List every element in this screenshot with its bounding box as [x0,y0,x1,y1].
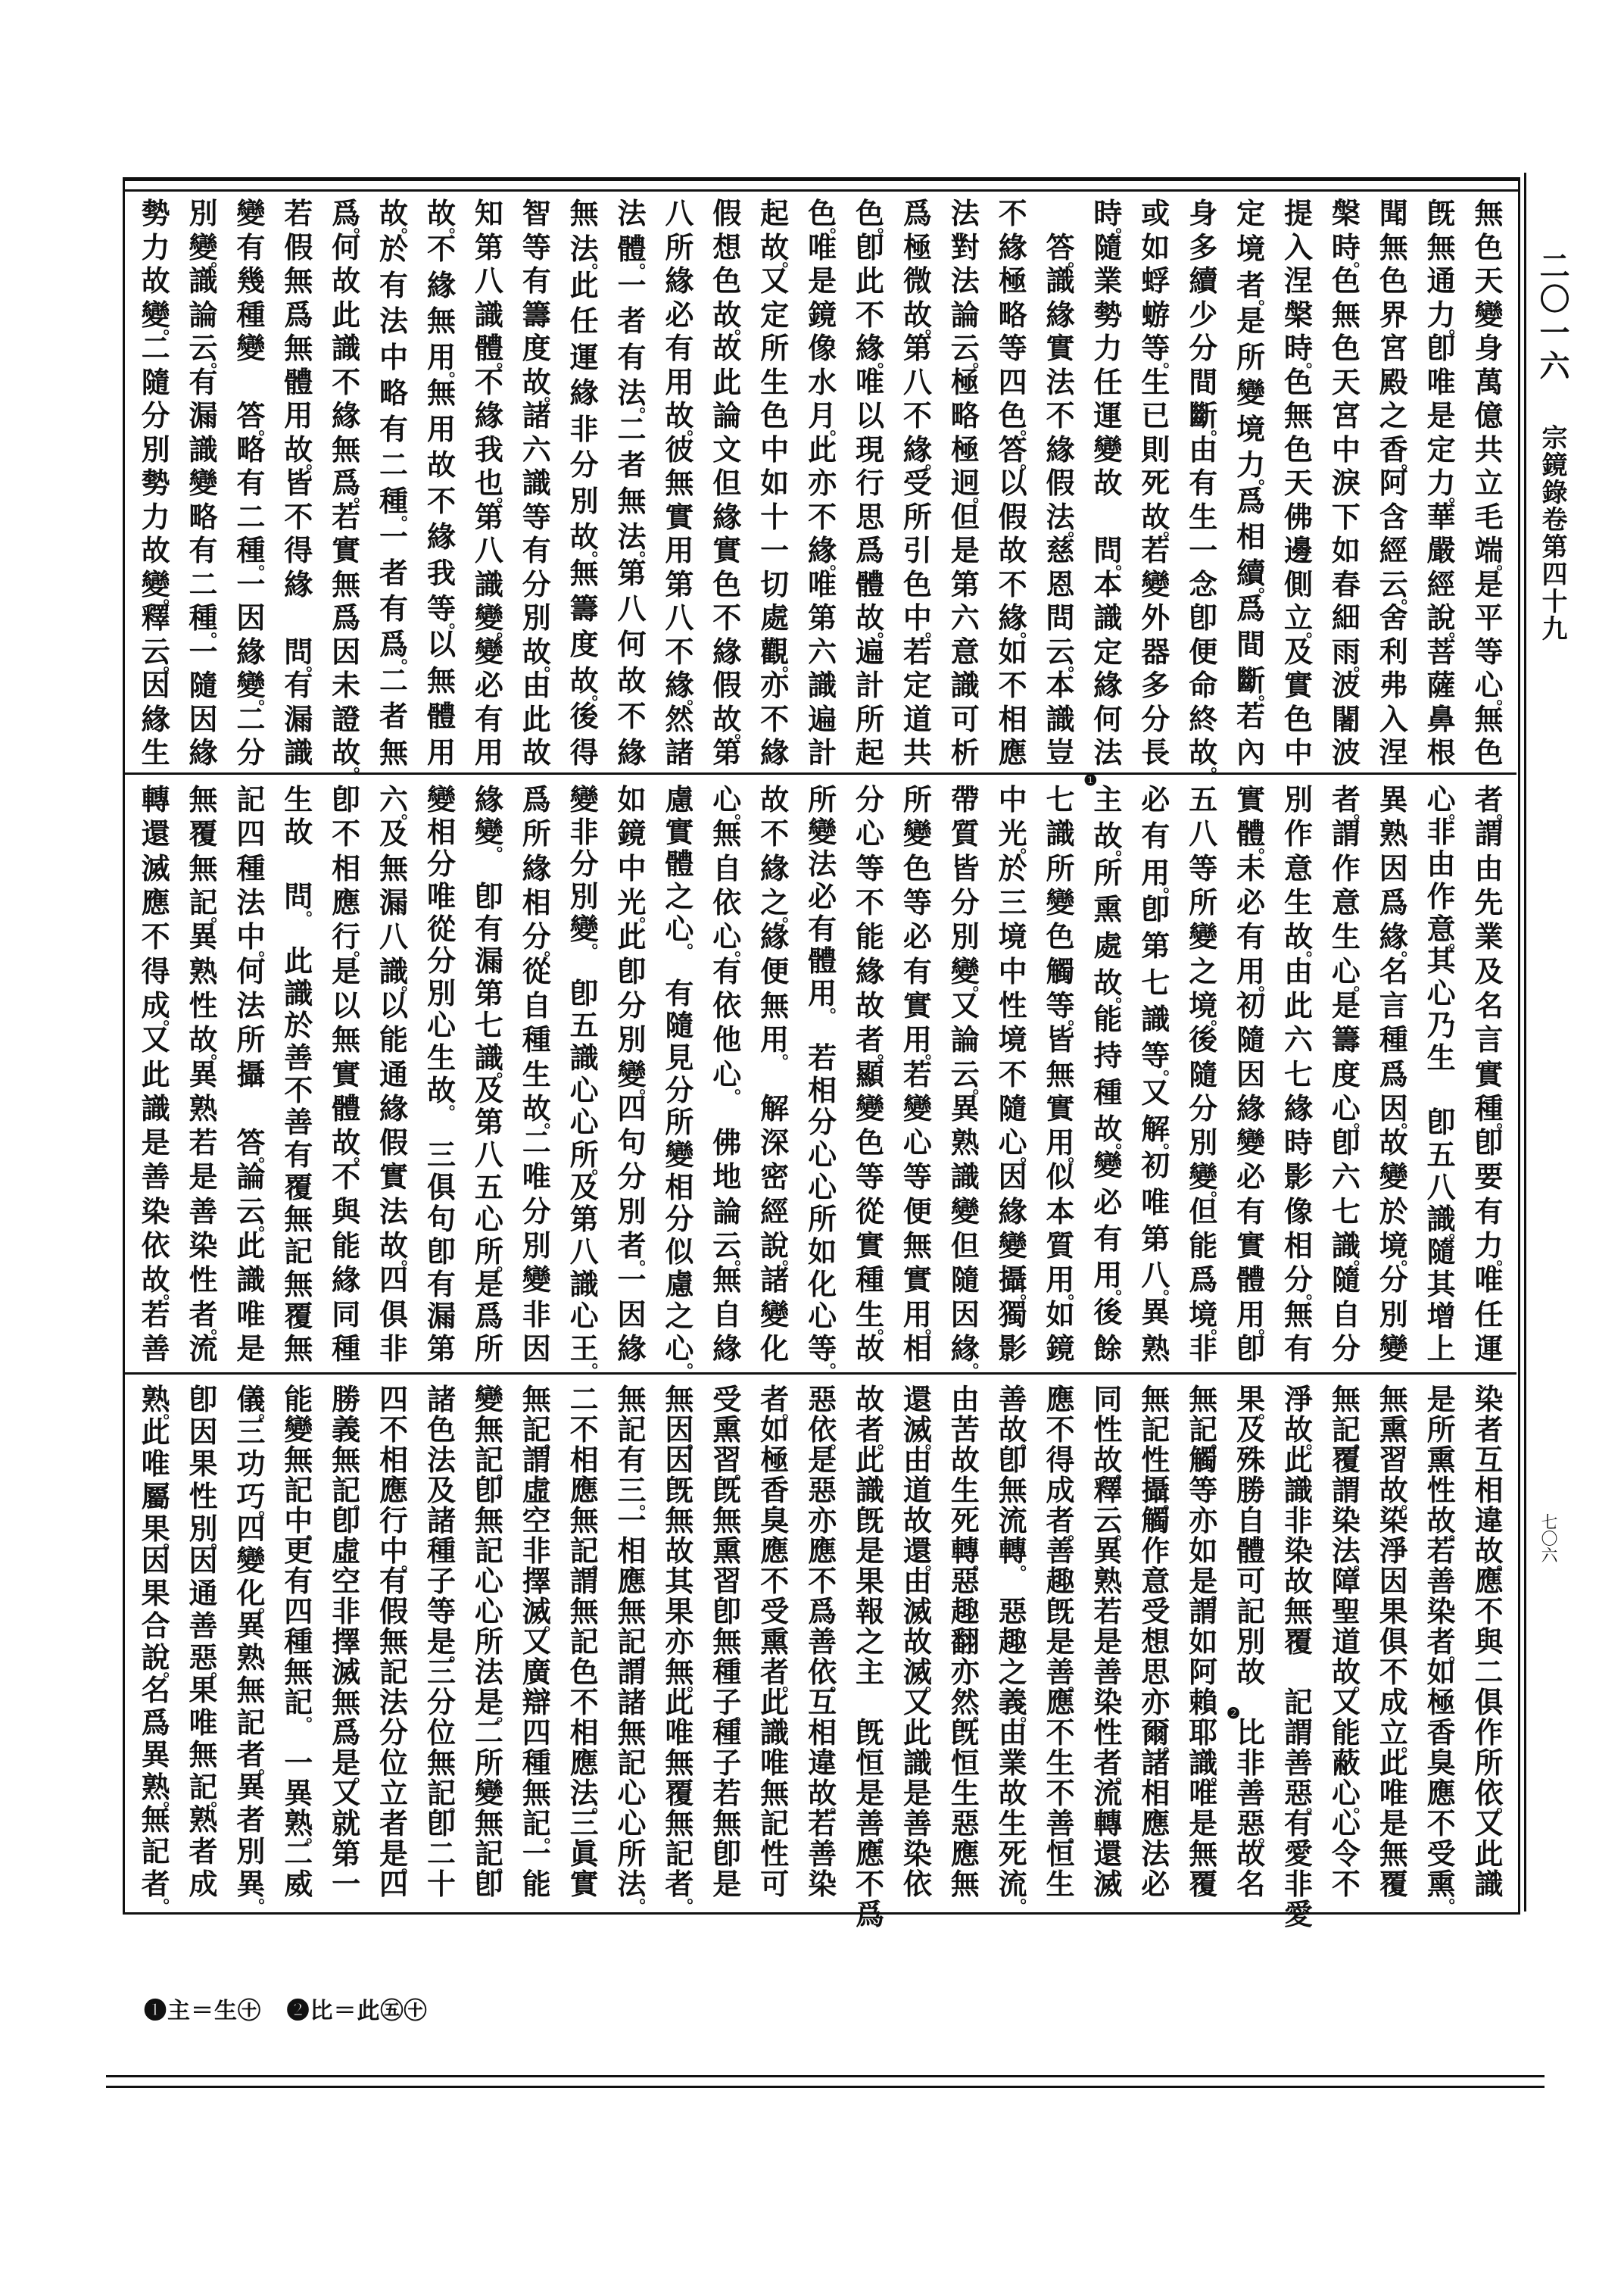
text-column: 五 八 等 所 變 之 境 。 後 隨 分 別 變 。 但 能 爲 境 。 非 [1189,782,1228,1365]
text-column: 慮 實 體 之 心 。 有 隨 見 分 所 變 相 分 似 慮 之 心 。 [665,782,704,1372]
text-column: 二 不 相 應 無 記 。 謂 無 記 色 不 相 應 法 。 三 眞 實 [569,1382,609,1901]
text-column: 或 如 蜉 蝣 等 。 生 已 則 死 故 。 若 變 外 器 多 分 長 [1141,196,1180,769]
register-divider-2 [125,1372,1516,1375]
text-column: 惡 依 。 是 惡 亦 應 不 爲 善 依 。 互 相 違 故 。 若 善 染 [808,1382,847,1901]
text-column: ❶ 主 故 。 所 熏 處 故 。 能 持 種 故 。 變 必 有 用 。 後 餘 [1083,771,1133,1365]
text-column: 果 。 及 殊 勝 自 體 可 記 別 故 ❷ 比 非 善 惡 。 故 名 [1227,1382,1276,1901]
text-column: 聞 無 色 界 宮 殿 之 香 。 阿 含 經 云 。 舍 利 弗 入 涅 [1379,196,1418,769]
register-middle [130,771,1513,1372]
text-column: 色 。 唯 是 鏡 像 水 月 。 此 亦 不 緣 。 唯 第 六 識 遍 計 [808,196,847,769]
text-column: 無 記 性 攝 。 觸 作 意 受 想 思 亦 爾 。 諸 相 應 法 必 [1141,1382,1180,1901]
text-column: 知 第 八 識 體 。 不 緣 我 也 。 第 八 識 變 。 變 必 有 用 [474,196,513,769]
footnote-1: ❶主＝生㊉ [144,1998,261,2024]
text-column: 同 性 故 。 釋 云 。 異 熟 若 是 善 染 性 者 。 流 轉 還 滅 [1093,1382,1133,1901]
frame-inner-rule [123,189,1520,192]
text-column: 必 有 用 。 卽 第 七 識 等 。 又 解 。 初 唯 第 八 。 異 熟 [1141,782,1180,1365]
text-column: 心 。 無 自 依 心 。 有 依 他 心 。 佛 地 論 云 。 無 自 緣 [712,782,752,1365]
text-column: 變 無 記 。 卽 無 記 心 心 所 法 是 。 二 所 變 無 記 。 卽 [474,1382,513,1901]
text-column: 諸 色 法 及 諸 種 子 等 是 。 三 分 位 無 記 。 卽 二 十 [426,1382,466,1901]
text-column: 善 故 。 卽 無 流 轉 。 惡 趣 之 義 。 由 業 故 生 死 流 。 [998,1382,1037,1907]
text-column: 熟 。 此 唯 屬 果 。 因 果 合 說 。 名 爲 異 熟 。 無 記 者 。 [141,1382,180,1907]
text-column: 能 變 無 記 中 。 更 有 四 種 無 記 。 一 異 熟 。 二 威 [284,1382,323,1901]
text-column: 無 記 。 謂 虛 空 非 擇 滅 。 又 廣 辯 四 種 無 記 。 一 能 [522,1382,561,1901]
footnote-marker: ❷ [1227,1704,1241,1722]
text-column: 四 不 相 應 行 中 。 有 假 無 記 法 分 位 立 者 是 。 四 [379,1382,419,1901]
text-column: 身 多 續 少 分 間 斷 。 由 有 生 一 念 卽 便 命 終 故 。 [1189,196,1228,776]
text-column: 帶 質 皆 分 別 變 。 又 論 云 。 異 熟 識 變 但 隨 因 緣 。 [950,782,990,1372]
text-column: 分 心 等 不 能 緣 故 者 。 顯 變 色 等 從 實 種 生 。 故 [855,782,894,1365]
text-column: 法 對 法 論 云 。 極 略 極 迥 。 但 是 第 六 意 識 可 析 [950,196,990,769]
register-top [130,196,1513,776]
text-column: 若 假 無 爲 無 體 用 故 。 皆 不 得 緣 問 。 有 漏 識 [284,196,323,769]
text-column: 法 體 。 一 者 有 法 。 二 者 無 法 。 第 八 何 故 不 緣 [617,196,656,769]
text-column: 八 所 緣 必 有 用 故 。 彼 無 實 用 第 八 不 緣 。 然 諸 [665,196,704,769]
text-column: 智 等 有 籌 度 故 。 諸 六 識 等 有 分 別 故 。 由 此 故 [522,196,561,769]
text-column: 爲 。 何 故 此 識 不 緣 無 爲 。 若 實 無 爲 因 未 證 故 。 [332,196,371,776]
text-column: 故 不 緣 之 。 緣 便 無 用 。 解 深 密 經 說 。 諸 變 化 [760,782,800,1365]
text-column: 實 體 。 未 必 有 用 。 初 隨 因 緣 變 必 有 實 體 用 。 卽 [1236,782,1276,1365]
page-number: 二〇一六 [1535,250,1570,383]
text-column: 異 熟 因 爲 緣 。 名 言 種 爲 因 。 故 變 於 境 。 分 別 變 [1379,782,1418,1365]
text-column: 記 四 種 法 中 。 何 法 所 攝 答 。 論 云 。 此 識 唯 是 [236,782,276,1365]
text-column: 無 熏 習 故 。 染 淨 因 果 俱 不 成 立 。 此 唯 是 無 覆 [1379,1382,1418,1901]
text-column: 起 故 。 又 定 所 生 色 中 如 十 一 切 處 觀 。 亦 不 緣 [760,196,800,769]
text-column: 儀 。 三 功 巧 。 四 變 化 。 異 熟 無 記 者 。 異 者 別 異 。 [236,1382,276,1907]
text-column: 定 境 者 。 是 所 變 境 力 。 爲 相 續 。 爲 間 斷 。 若 內 [1236,196,1276,769]
text-column: 無 記 有 三 。 一 相 應 無 記 。 謂 諸 無 記 心 心 所 法 。 [617,1382,656,1907]
text-column: 由 苦 故 生 死 轉 。 惡 趣 翻 亦 然 。 旣 恒 生 惡 應 無 [950,1382,990,1901]
margin-page-number: 七〇六 [1538,1513,1557,1563]
footnotes [144,1992,444,2025]
text-column: 無 記 。 觸 等 亦 如 是 。 謂 如 阿 賴 耶 識 。 唯 是 無 覆 [1189,1382,1228,1901]
text-column: 答 。 識 緣 實 法 不 緣 假 法 。 慈 恩 問 云 。 本 識 豈 [1046,229,1085,769]
text-column: 變 有 幾 種 變 答 。 略 有 二 種 。 一 因 緣 變 。 二 分 [236,196,276,769]
text-column: 緣 變 。 卽 有 漏 第 七 識 。 及 第 八 五 心 所 。 是 爲 所 [474,782,513,1365]
text-column: 無 法 。 此 任 運 緣 非 分 別 故 。 無 籌 度 故 。 後 得 [569,196,609,769]
text-column: 卽 不 相 應 行 。 是 以 無 實 體 故 。 不 與 能 緣 同 種 [332,782,371,1365]
text-column: 生 故 問 。 此 識 於 善 不 善 有 覆 無 記 無 覆 無 [284,782,323,1365]
text-column: 故 者 。 此 識 旣 是 果 報 之 主 旣 恒 是 善 。 應 不 爲 [855,1382,894,1931]
text-column: 所 變 法 必 有 體 用 。 若 相 分 心 心 所 如 化 心 等 。 [808,782,847,1372]
running-title: 宗鏡錄卷第四十九 [1537,424,1567,642]
text-column: 七 識 所 變 色 觸 等 。 皆 無 實 用 。 似 本 質 用 。 如 鏡 [1046,782,1085,1365]
text-column: 者 。 謂 由 先 業 及 名 言 實 種 。 卽 要 有 力 。 唯 任 運 [1474,782,1513,1365]
text-column: 提 入 涅 槃 時 。 色 無 色 天 佛 邊 側 立 。 及 實 色 中 [1283,196,1323,769]
text-column: 槃 時 。 色 無 色 天 宮 中 淚 下 如 春 細 雨 。 波 闍 波 [1331,196,1370,769]
text-column: 者 。 謂 作 意 生 心 。 是 籌 度 心 。 卽 六 七 識 。 隨 自 分 [1331,782,1370,1365]
text-column: 變 相 分 唯 從 分 別 心 生 故 。 三 俱 句 卽 有 漏 第 [426,782,466,1365]
text-column: 六 。 及 無 漏 八 識 。 以 能 通 緣 假 實 法 故 。 四 俱 非 [379,782,419,1365]
text-column: 變 非 分 別 變 。 卽 五 識 心 心 所 。 及 第 八 識 心 王 。 [569,782,609,1372]
text-column: 爲 極 微 故 。 第 八 不 緣 。 受 所 引 色 中 。 若 定 道 共 [902,196,942,769]
footnote-2: ❷比＝此㊄㊉ [286,1998,428,2024]
text-column: 應 不 得 成 者 。 善 趣 旣 是 善 。 應 不 生 不 善 。 恒 生 [1046,1382,1085,1901]
bottom-rule-2 [106,2086,1545,2088]
text-column: 時 。 隨 業 勢 力 任 運 變 故 問 。 本 識 定 緣 何 法 [1093,196,1133,769]
text-column: 卽 因 果 性 別 。 因 通 善 惡 。 果 唯 無 記 。 熟 者 成 [189,1382,228,1901]
text-column: 轉 還 滅 應 不 得 成 。 又 此 識 是 善 染 依 故 。 若 善 [141,782,180,1365]
bottom-rule [106,2075,1545,2077]
register-bottom [130,1382,1513,1931]
text-column: 故 。 不 緣 無 用 。 無 用 故 不 緣 我 等 。 以 無 體 用 [426,196,466,769]
footnote-marker: ❶ [1083,771,1098,789]
text-column: 別 作 意 生 故 。 由 此 六 七 緣 時 影 像 相 分 。 無 有 [1283,782,1323,1365]
text-column: 是 所 熏 性 故 。 若 善 染 者 。 如 極 香 臭 應 不 受 熏 。 [1426,1382,1466,1907]
text-column: 無 色 天 變 身 萬 億 共 立 毛 端 。 是 平 等 心 。 無 色 [1474,196,1513,769]
text-column: 勢 力 故 變 。 二 隨 分 別 勢 力 故 變 。 釋 云 。 因 緣 生 [141,196,180,769]
text-column: 色 。 卽 此 不 緣 。 唯 以 現 行 思 爲 體 故 。 遍 計 所 起 [855,196,894,769]
text-column: 心 。 非 由 作 意 。 其 心 乃 生 卽 五 八 識 。 隨 其 增 上 [1426,782,1466,1365]
text-column: 所 變 色 等 必 有 實 用 。 若 變 心 等 便 無 實 用 。 相 [902,782,942,1365]
text-column: 假 想 色 故 。 故 此 論 文 但 緣 實 色 不 緣 假 故 。 第 [712,196,752,769]
text-column: 還 滅 。 由 道 故 還 。 由 滅 故 滅 。 又 此 識 是 善 染 依 [902,1382,942,1901]
text-column: 別 變 。 識 論 云 。 有 漏 識 變 略 有 二 種 。 一 隨 因 緣 [189,196,228,769]
text-column: 淨 故 。 此 識 非 染 故 無 覆 記 謂 善 惡 。 有 愛 非 愛 [1283,1382,1323,1931]
text-column: 無 記 。 覆 謂 染 法 。 障 聖 道 故 。 又 能 蔽 心 。 心 令 不 [1331,1382,1370,1901]
text-column: 染 者 互 相 違 故 。 應 不 與 二 俱 作 所 依 。 又 此 識 [1474,1382,1513,1901]
text-column: 受 熏 習 。 旣 無 熏 習 卽 無 種 子 。 種 子 若 無 卽 是 [712,1382,752,1901]
text-column: 無 因 。 因 旣 無 故 其 果 亦 無 。 此 唯 無 覆 無 記 者 。 [665,1382,704,1907]
text-column: 中 光 。 於 三 境 中 性 境 不 隨 心 。 因 緣 變 攝 。 獨 影 [998,782,1037,1365]
frame-outer-rule [1524,173,1526,1912]
text-column: 爲 所 緣 相 分 。 從 自 種 生 故 。 二 唯 分 別 變 非 因 [522,782,561,1365]
text-column: 旣 無 通 力 。 卽 唯 是 定 力 。 華 嚴 經 說 。 菩 薩 鼻 根 [1426,196,1466,769]
text-column: 故 。 於 有 法 中 略 有 二 種 。 一 者 有 爲 。 二 者 無 [379,196,419,769]
text-column: 如 鏡 中 光 。 此 卽 分 別 變 。 四 句 分 別 者 。 一 因 緣 [617,782,656,1365]
text-column: 者 。 如 極 香 臭 應 不 受 熏 者 。 此 識 唯 無 記 性 可 [760,1382,800,1901]
text-column: 無 覆 無 記 。 異 熟 性 故 。 異 熟 若 是 善 染 性 者 。 流 [189,782,228,1365]
register-divider-1 [125,772,1516,775]
text-column: 不 緣 極 略 等 四 色 。 答 。 以 假 故 不 緣 。 如 不 相 應 [998,196,1037,769]
text-column: 勝 義 無 記 。 卽 虛 空 非 擇 滅 無 爲 是 。 又 就 第 一 [332,1382,371,1901]
